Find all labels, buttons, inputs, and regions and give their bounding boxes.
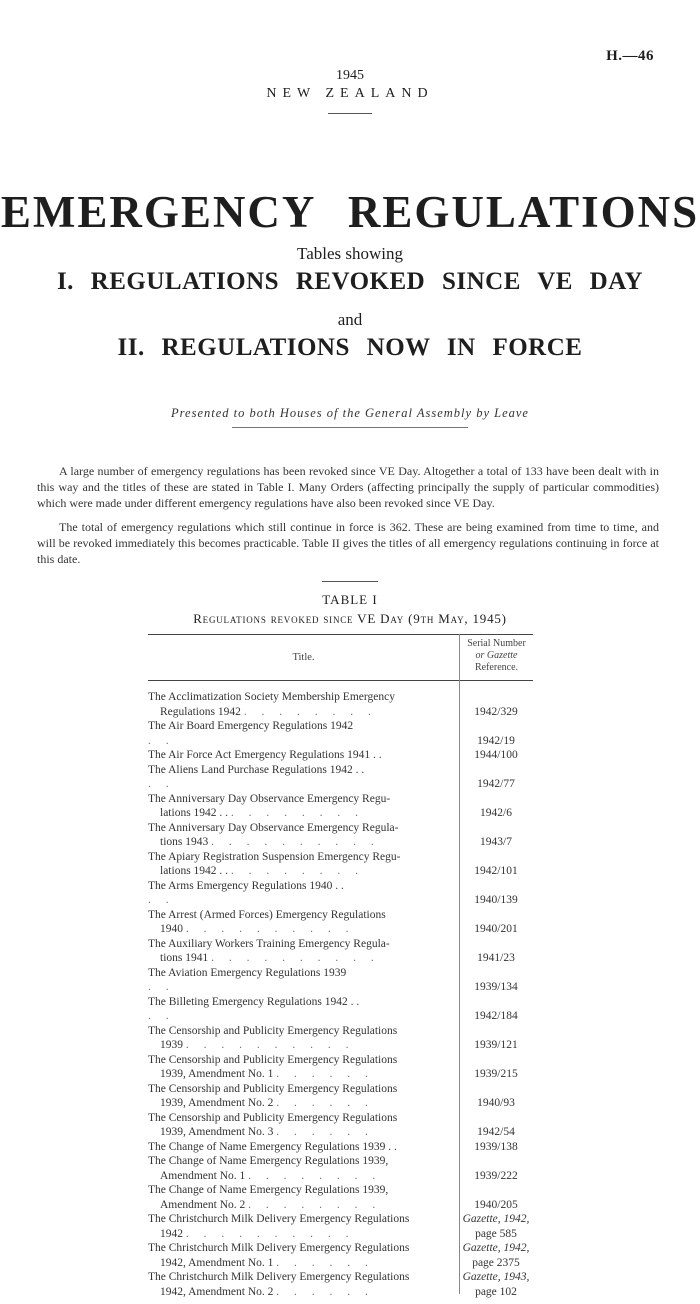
serial-value: 1939/138 bbox=[474, 1140, 518, 1153]
table-row bbox=[148, 966, 533, 995]
leader-dots: . . bbox=[148, 981, 175, 993]
gazette-reference: Gazette, 1942, bbox=[462, 1213, 530, 1225]
table-rows bbox=[148, 690, 533, 1299]
serial-value: 1943/7 bbox=[480, 836, 512, 848]
table-row bbox=[148, 1212, 533, 1241]
serial-value: 1939/134 bbox=[474, 981, 518, 993]
regulation-title-line-2 bbox=[148, 1038, 455, 1053]
intro-paragraph-2: The total of emergency regulations which still continue in force is 362. These are being examined from time to time, and will be revoked immediately this becomes practicable. Table II gives the titles of all emergency regulations continuing in force at this date. bbox=[37, 520, 659, 566]
serial-header-line-2: or Gazette bbox=[475, 650, 518, 661]
regulation-title-line-1: The Christchurch Milk Delivery Emergency Regulations bbox=[148, 1271, 410, 1283]
regulation-title-line-2 bbox=[148, 835, 455, 850]
serial-value: 1939/215 bbox=[474, 1068, 518, 1080]
table-row bbox=[148, 879, 533, 908]
leader-dots: . . bbox=[148, 778, 175, 790]
regulation-title bbox=[148, 1111, 459, 1140]
regulation-title-line-1: The Auxiliary Workers Training Emergency Regula- bbox=[148, 937, 390, 950]
table-rule bbox=[148, 634, 533, 635]
table-row bbox=[148, 1270, 533, 1299]
serial-number bbox=[459, 1024, 533, 1053]
regulation-title-line-1: The Christchurch Milk Delivery Emergency Regulations bbox=[148, 1242, 410, 1254]
regulation-title bbox=[148, 937, 459, 966]
regulation-title bbox=[148, 1082, 459, 1111]
serial-value: 1942/101 bbox=[474, 865, 518, 877]
serial-value: page 2375 bbox=[472, 1256, 520, 1269]
leader-dots: . . . . . . . . . . bbox=[185, 1039, 355, 1051]
regulation-title-text: 1942, Amendment No. 2 bbox=[160, 1285, 274, 1298]
regulation-title bbox=[148, 1270, 459, 1299]
regulation-title-text: tions 1941 bbox=[160, 952, 209, 964]
regulation-title-line-1: The Censorship and Publicity Emergency Regulations bbox=[148, 1082, 398, 1095]
table-row bbox=[148, 1140, 533, 1155]
serial-number bbox=[459, 937, 533, 966]
regulation-title-line-1: The Censorship and Publicity Emergency Regulations bbox=[148, 1024, 398, 1037]
regulation-title bbox=[148, 763, 459, 792]
serial-number bbox=[459, 792, 533, 821]
serial-number bbox=[459, 1111, 533, 1140]
regulation-title bbox=[148, 879, 459, 908]
regulation-title-line-1: The Change of Name Emergency Regulations 1939 . . bbox=[148, 1140, 397, 1153]
regulation-title bbox=[148, 1183, 459, 1212]
regulation-title-line-1: The Aliens Land Purchase Regulations 1942 . . bbox=[148, 763, 365, 776]
serial-number bbox=[459, 1082, 533, 1111]
regulation-title-text: 1940 bbox=[160, 923, 183, 935]
divider bbox=[328, 113, 372, 114]
regulation-title bbox=[148, 792, 459, 821]
regulation-title-line-2 bbox=[148, 951, 455, 966]
serial-value: 1941/23 bbox=[477, 952, 515, 964]
tables-showing: Tables showing bbox=[297, 244, 403, 263]
serial-number bbox=[459, 1183, 533, 1212]
regulation-title-text: tions 1943 bbox=[160, 836, 209, 848]
table-row bbox=[148, 850, 533, 879]
leader-dots: . . . . . . bbox=[276, 1068, 374, 1080]
leader-dots: . . . . . . . . . . bbox=[185, 1227, 355, 1240]
regulation-title-line-1: The Censorship and Publicity Emergency Regulations bbox=[148, 1111, 398, 1124]
regulation-title-text: 1942 bbox=[160, 1227, 183, 1240]
serial-value: 1942/54 bbox=[477, 1126, 515, 1138]
leader-dots: . . . . . . . . . . bbox=[211, 952, 380, 964]
regulation-title-text: 1939, Amendment No. 2 bbox=[160, 1097, 274, 1109]
regulation-title-line-2 bbox=[148, 1169, 455, 1184]
serial-number bbox=[459, 966, 533, 995]
regulation-title-line-2 bbox=[148, 1198, 455, 1213]
regulation-title bbox=[148, 821, 459, 850]
leader-dots: . . . . . . . . bbox=[230, 807, 365, 819]
gazette-reference: Gazette, 1943, bbox=[462, 1271, 530, 1283]
country: NEW ZEALAND bbox=[266, 86, 434, 101]
table-row bbox=[148, 1183, 533, 1212]
table-subtitle: Regulations revoked since VE Day (9th May, 1945) bbox=[193, 611, 507, 626]
presented-line: Presented to both Houses of the General Assembly by Leave bbox=[171, 406, 529, 420]
gazette-reference: Gazette, 1942, bbox=[462, 1242, 530, 1254]
regulation-title-line-2 bbox=[148, 1096, 455, 1111]
serial-number bbox=[459, 995, 533, 1024]
column-header-title: Title. bbox=[292, 652, 315, 663]
leader-dots: . . bbox=[148, 734, 175, 747]
serial-number bbox=[459, 763, 533, 792]
table-row bbox=[148, 763, 533, 792]
regulation-title-line-2 bbox=[148, 864, 455, 879]
regulation-title-line-2 bbox=[148, 1285, 455, 1300]
serial-value: 1944/100 bbox=[474, 749, 518, 761]
serial-number bbox=[459, 690, 533, 719]
regulation-title-text: Amendment No. 2 bbox=[160, 1198, 246, 1211]
leader-dots: . . . . . . bbox=[276, 1256, 374, 1269]
regulation-title-line-1: The Christchurch Milk Delivery Emergency Regulations bbox=[148, 1213, 410, 1225]
table-title: TABLE I bbox=[322, 592, 378, 607]
parliamentary-reference: H.—46 bbox=[606, 48, 654, 64]
regulation-title-line-1: The Censorship and Publicity Emergency Regulations bbox=[148, 1053, 398, 1066]
serial-value: 1940/93 bbox=[477, 1097, 515, 1109]
serial-value: 1940/139 bbox=[474, 894, 518, 906]
leader-dots: . . bbox=[148, 1010, 175, 1022]
regulation-title-line-1: The Anniversary Day Observance Emergency Regu- bbox=[148, 792, 391, 805]
regulation-title-text: Amendment No. 1 bbox=[160, 1169, 246, 1182]
serial-value: 1940/201 bbox=[474, 923, 518, 935]
serial-number bbox=[459, 1270, 533, 1299]
serial-number bbox=[459, 1053, 533, 1082]
regulation-title bbox=[148, 1140, 459, 1155]
table-row bbox=[148, 937, 533, 966]
regulation-title-line-1: The Change of Name Emergency Regulations 1939, bbox=[148, 1155, 389, 1167]
regulation-title-text: 1939, Amendment No. 1 bbox=[160, 1068, 274, 1080]
column-header-serial bbox=[460, 638, 533, 674]
regulation-title-line-1: The Apiary Registration Suspension Emergency Regu- bbox=[148, 850, 401, 863]
regulation-title-text: Regulations 1942 bbox=[160, 705, 241, 718]
regulation-title bbox=[148, 1053, 459, 1082]
main-title: EMERGENCY REGULATIONS bbox=[0, 187, 700, 237]
regulation-title bbox=[148, 1241, 459, 1270]
serial-value: page 585 bbox=[475, 1227, 517, 1240]
serial-number bbox=[459, 1154, 533, 1183]
heading-part-two: II. REGULATIONS NOW IN FORCE bbox=[117, 334, 583, 361]
serial-value: 1942/19 bbox=[477, 734, 515, 747]
serial-value: 1942/6 bbox=[480, 807, 512, 819]
serial-header-line-3: Reference. bbox=[474, 662, 519, 673]
regulation-title-line-2 bbox=[148, 1256, 455, 1271]
leader-dots: . . . . . . . . . . bbox=[211, 836, 380, 848]
regulation-title-line-1: The Anniversary Day Observance Emergency Regula- bbox=[148, 821, 399, 834]
serial-number bbox=[459, 719, 533, 748]
table-row bbox=[148, 748, 533, 763]
intro-paragraph-1: A large number of emergency regulations has been revoked since VE Day. Altogether a total of 133 have been dealt with in this way and the titles of these are stated in Table I. Many Orders (affecting principally the supply of particular commodities) which were made under different emergency regulations have also been revoked since VE Day. bbox=[37, 464, 659, 510]
table-row bbox=[148, 1024, 533, 1053]
table-row bbox=[148, 1154, 533, 1183]
serial-value: 1942/329 bbox=[474, 705, 518, 718]
serial-number bbox=[459, 1140, 533, 1155]
regulation-title-line-1: The Air Force Act Emergency Regulations 1941 . . bbox=[148, 749, 382, 761]
serial-value: 1942/77 bbox=[477, 778, 515, 790]
table-row bbox=[148, 1082, 533, 1111]
serial-value: 1940/205 bbox=[474, 1198, 518, 1211]
serial-number bbox=[459, 748, 533, 763]
regulation-title-line-2 bbox=[148, 1067, 455, 1082]
regulation-title-line-1: The Air Board Emergency Regulations 1942 bbox=[148, 720, 354, 732]
table-row bbox=[148, 1241, 533, 1270]
divider bbox=[322, 581, 378, 582]
heading-part-one: I. REGULATIONS REVOKED SINCE VE DAY bbox=[56, 268, 644, 295]
table-row bbox=[148, 1053, 533, 1082]
table-row bbox=[148, 1111, 533, 1140]
leader-dots: . . . . . . . . bbox=[230, 865, 365, 877]
table-row bbox=[148, 690, 533, 719]
regulation-title bbox=[148, 1024, 459, 1053]
serial-number bbox=[459, 908, 533, 937]
leader-dots: . . bbox=[148, 894, 175, 906]
regulation-title-line-2 bbox=[148, 922, 455, 937]
table-rule bbox=[148, 680, 533, 681]
serial-number bbox=[459, 1212, 533, 1241]
regulation-title bbox=[148, 1154, 459, 1183]
table-row bbox=[148, 908, 533, 937]
regulation-title bbox=[148, 719, 459, 748]
regulation-title-text: lations 1942 . . bbox=[160, 807, 229, 819]
regulation-title-line-2 bbox=[148, 1125, 455, 1140]
regulations-table bbox=[148, 634, 533, 1298]
regulation-title-line-1: The Acclimatization Society Membership Emergency bbox=[148, 691, 395, 703]
regulation-title-line-1: The Arms Emergency Regulations 1940 . . bbox=[148, 879, 344, 892]
divider bbox=[232, 427, 468, 428]
regulation-title-line-2 bbox=[148, 806, 455, 821]
leader-dots: . . . . . . . . . . bbox=[185, 923, 355, 935]
regulation-title bbox=[148, 995, 459, 1024]
regulation-title-line-1: The Aviation Emergency Regulations 1939 bbox=[148, 966, 347, 979]
regulation-title bbox=[148, 850, 459, 879]
regulation-title-line-1: The Arrest (Armed Forces) Emergency Regulations bbox=[148, 908, 386, 921]
regulation-title bbox=[148, 748, 459, 763]
regulation-title-line-2 bbox=[148, 1227, 455, 1242]
regulation-title-text: 1939, Amendment No. 3 bbox=[160, 1126, 274, 1138]
table-row bbox=[148, 792, 533, 821]
leader-dots: . . . . . . bbox=[276, 1285, 374, 1298]
serial-value: 1939/121 bbox=[474, 1039, 518, 1051]
table-row bbox=[148, 821, 533, 850]
serial-value: page 102 bbox=[475, 1285, 517, 1298]
year: 1945 bbox=[336, 68, 364, 83]
table-row bbox=[148, 995, 533, 1024]
regulation-title bbox=[148, 1212, 459, 1241]
heading-and: and bbox=[337, 310, 363, 329]
serial-header-line-1: Serial Number bbox=[467, 638, 526, 649]
serial-number bbox=[459, 1241, 533, 1270]
serial-value: 1942/184 bbox=[474, 1010, 518, 1022]
table-row bbox=[148, 719, 533, 748]
regulation-title-line-1: The Change of Name Emergency Regulations 1939, bbox=[148, 1184, 389, 1196]
leader-dots: . . . . . . bbox=[276, 1097, 374, 1109]
serial-number bbox=[459, 879, 533, 908]
regulation-title-text: lations 1942 . . bbox=[160, 865, 229, 877]
leader-dots: . . . . . . . . bbox=[248, 1169, 382, 1182]
leader-dots: . . . . . . bbox=[276, 1126, 374, 1138]
serial-number bbox=[459, 850, 533, 879]
leader-dots: . . . . . . . . bbox=[243, 705, 377, 718]
regulation-title bbox=[148, 908, 459, 937]
serial-value: 1939/222 bbox=[474, 1169, 518, 1182]
regulation-title-text: 1942, Amendment No. 1 bbox=[160, 1256, 274, 1269]
regulation-title bbox=[148, 966, 459, 995]
regulation-title-line-2 bbox=[148, 705, 455, 720]
serial-number bbox=[459, 821, 533, 850]
regulation-title-line-1: The Billeting Emergency Regulations 1942 . . bbox=[148, 995, 360, 1008]
leader-dots: . . . . . . . . bbox=[248, 1198, 382, 1211]
regulation-title-text: 1939 bbox=[160, 1039, 183, 1051]
regulation-title bbox=[148, 690, 459, 719]
